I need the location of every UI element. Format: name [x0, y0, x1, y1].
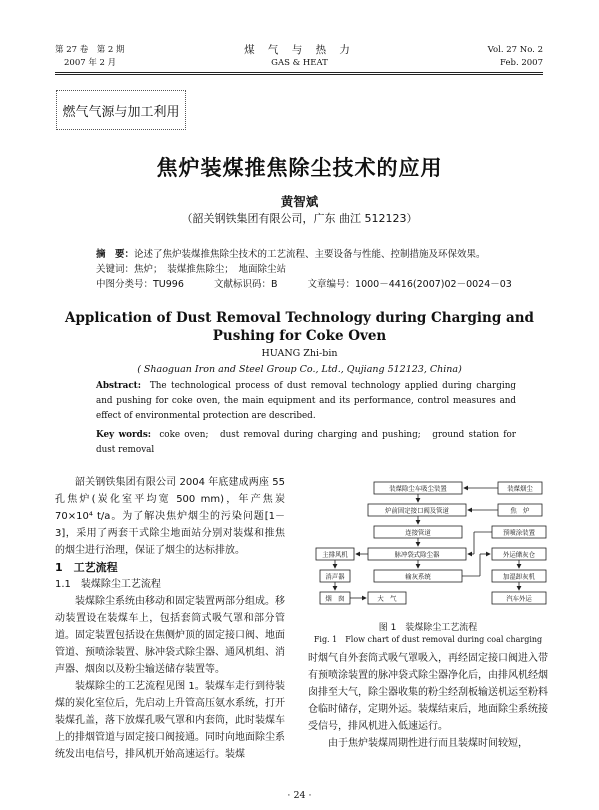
body-right-paragraph-2: 由于焦炉装煤周期性进行而且装煤时间较短， [328, 738, 528, 749]
keywords-en-text: coke oven; dust removal during charging and pushing; ground station for dust removal [96, 430, 517, 455]
article-number: 文章编号：1000－4416(2007)02－0024－03 [307, 279, 512, 290]
label-b9: 外运储灰仓 [503, 550, 535, 559]
label-b14: 大 气 [377, 594, 397, 603]
intro-paragraph: 韶关钢铁集团有限公司 2004 年底建成两座 55 孔焦炉(炭化室平均宽 500 mm)，年产焦炭 70×10⁴ t/a。为了解决焦炉烟尘的污染问题[1－3]，采用了两套干式除尘地面站分别对装煤和推焦的烟尘进行治理，保证了烟尘的达标排放。 [55, 477, 285, 556]
label-b6: 预喷涂装置 [503, 528, 535, 537]
body-right-paragraph-1: 时烟气自外套筒式吸气罩吸入，再经固定接口阀进入带有预喷涂装置的脉冲袋式除尘器净化后，由排风机经烟囱排至大气，除尘器收集的粉尘经刮板输送机运至粉料仓临时储存，定期外运。装煤结束后，地面除尘系统接受信号，排风机进入低速运行。 [308, 653, 548, 732]
paper-title-cn: 焦炉装煤推焦除尘技术的应用 [156, 156, 443, 180]
header-journal-en: GAS & HEAT [271, 58, 328, 68]
abstract-cn [96, 246, 486, 260]
figure-caption-en: Fig. 1 Flow chart of dust removal during coal charging [313, 635, 543, 644]
flow-diagram [312, 478, 552, 618]
clc-number: 中图分类号：TU996 [96, 279, 184, 290]
label-b8: 脉冲袋式除尘器 [394, 550, 440, 559]
abstract-en [96, 379, 516, 424]
paper-title-en-line1: Application of Dust Removal Technology during Charging and [65, 310, 534, 326]
label-b10: 消声器 [325, 572, 345, 581]
header-journal-cn: 煤 气 与 热 力 [244, 44, 355, 56]
author-cn: 黄智斌 [280, 194, 319, 209]
doc-code: 文献标识码：B [213, 279, 278, 290]
abstract-cn-text: 论述了焦炉装煤推焦除尘技术的工艺流程、主要设备与性能、控制措施及环保效果。 [134, 249, 486, 260]
header-rule-2 [55, 74, 543, 75]
header-date-en: Feb. 2007 [500, 58, 543, 68]
label-b1: 装煤除尘车吸尘装置 [389, 484, 447, 493]
header-date-cn: 2007 年 2 月 [64, 58, 117, 68]
body-right-column [308, 650, 548, 752]
header-volume-cn: 第 27 卷 第 2 期 [55, 45, 125, 55]
classification-line [96, 276, 512, 290]
abstract-en-text: The technological process of dust removal technology applied during charging and pushing for coke oven, the main equipment and its performance, control measures and effect of environmental protection are described. [96, 381, 516, 421]
section-1-heading: 1 工艺流程 [55, 561, 118, 574]
label-b7: 主排风机 [322, 550, 348, 559]
section-1-1-heading: 1.1 装煤除尘工艺流程 [55, 579, 161, 590]
keywords-en-label: Key words: [96, 430, 152, 440]
label-b3: 炉前固定接口阀及管道 [385, 506, 449, 515]
abstract-en-label: Abstract: [96, 381, 141, 391]
label-b11: 输灰系统 [405, 572, 431, 581]
keywords-cn-text: 焦炉； 装煤推焦除尘； 地面除尘站 [134, 264, 287, 275]
abstract-cn-label: 摘 要： [96, 249, 135, 260]
column-tag [56, 90, 186, 130]
keywords-cn [96, 261, 286, 275]
affiliation-en: ( Shaoguan Iron and Steel Group Co., Ltd., Qujiang 512123, China) [137, 364, 462, 375]
affiliation-cn: （韶关钢铁集团有限公司，广东 曲江 512123） [181, 212, 418, 225]
label-b2: 装煤烟尘 [507, 484, 533, 493]
label-b12: 加湿卸灰机 [503, 572, 535, 581]
body-paragraph-1: 装煤除尘系统由移动和固定装置两部分组成。移动装置设在装煤车上，包括套筒式吸气罩和部分管道。固定装置包括设在焦侧炉顶的固定接口阀、地面管道、预喷涂装置、脉冲袋式除尘器、通风机组、消声器、烟囱以及粉尘输送储存装置等。 [55, 596, 285, 675]
body-left-column [55, 474, 285, 763]
page-number: · 24 · [287, 790, 312, 801]
header-volume-en: Vol. 27 No. 2 [487, 45, 543, 55]
body-paragraph-2: 装煤除尘的工艺流程见图 1。装煤车走行到待装煤的炭化室位后，先启动上升管高压氨水系统，打开装煤孔盖，落下放煤孔吸气罩和内套筒，此时装煤车上的排烟管道与固定接口阀接通。同时向地面除尘系统发出电信号，排风机开始高速运行。装煤 [55, 681, 285, 760]
label-b15: 汽车外运 [506, 594, 532, 603]
paper-title-en-line2: Pushing for Coke Oven [212, 328, 387, 344]
figure-caption-cn: 图 1 装煤除尘工艺流程 [378, 623, 478, 633]
keywords-cn-label: 关键词： [96, 264, 135, 275]
keywords-en [96, 428, 516, 458]
label-b5: 连接管道 [405, 528, 431, 537]
label-b4: 焦 炉 [510, 506, 530, 515]
label-b13: 烟 囱 [325, 594, 345, 603]
header-rule-1 [55, 72, 543, 73]
author-en: HUANG Zhi-bin [261, 348, 338, 359]
column-tag-label: 燃气气源与加工利用 [62, 104, 180, 120]
